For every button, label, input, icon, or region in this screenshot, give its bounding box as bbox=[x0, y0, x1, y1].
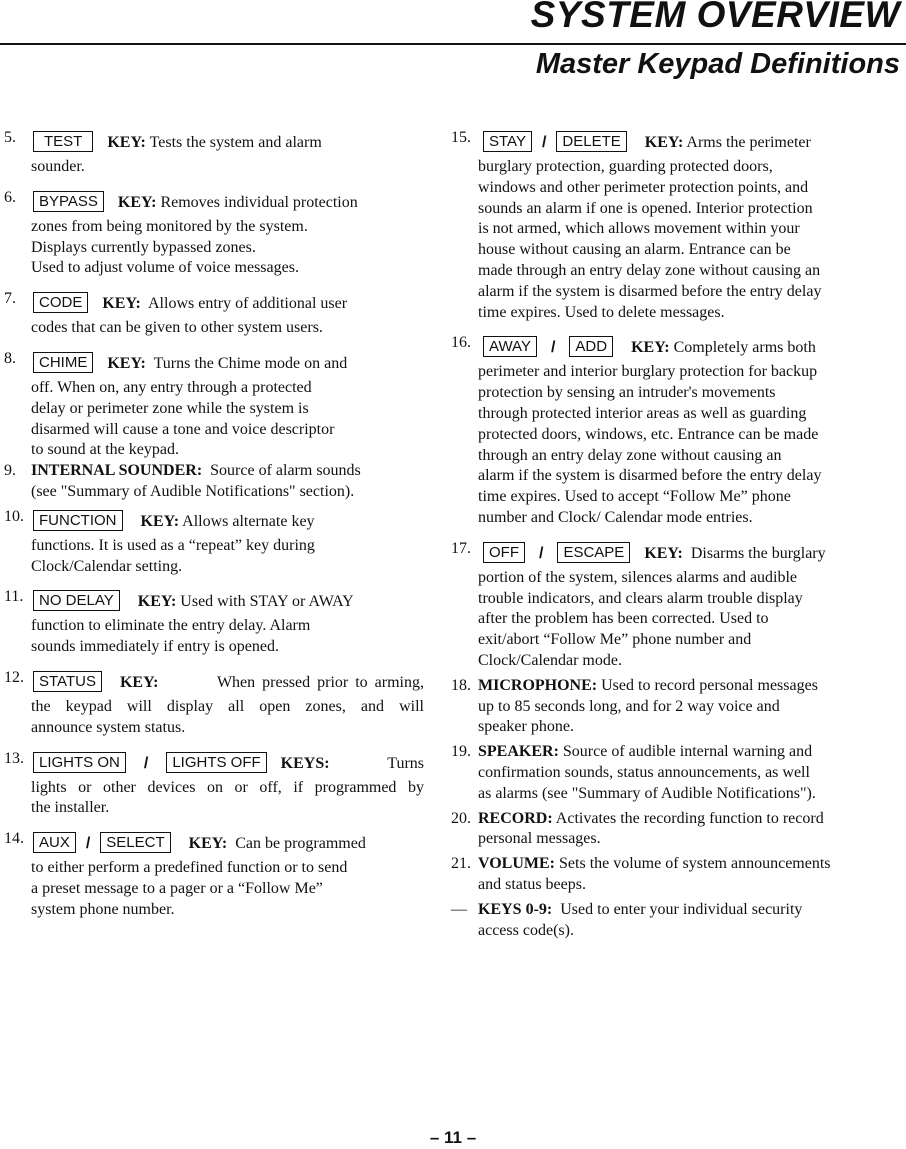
key-separator: / bbox=[539, 544, 544, 562]
item-lead: Allows entry of additional user bbox=[148, 295, 348, 313]
item-description-line: alarm if the system is disarmed before the entry delay bbox=[478, 282, 822, 300]
away-keycap: AWAY bbox=[483, 336, 537, 357]
item-term: RECORD: bbox=[478, 809, 553, 827]
off-keycap: OFF bbox=[483, 542, 525, 563]
key-label: KEY: bbox=[137, 593, 177, 611]
item-term: INTERNAL SOUNDER: bbox=[31, 462, 203, 480]
item-description-line: the installer. bbox=[31, 799, 110, 817]
item-lead: Sets the volume of system announcements bbox=[559, 855, 831, 873]
definition-item-record bbox=[451, 809, 903, 851]
item-lead: Source of audible internal warning and bbox=[562, 743, 813, 761]
item-description: sounder. bbox=[31, 158, 85, 175]
item-description-line: perimeter and interior burglary protection for backup bbox=[478, 363, 818, 381]
item-lead: Source of alarm sounds bbox=[210, 462, 361, 480]
item-description-line: function to eliminate the entry delay. Alarm bbox=[31, 617, 311, 635]
item-number: 9. bbox=[4, 462, 16, 480]
definition-item-test bbox=[4, 128, 424, 178]
key-label: KEY: bbox=[119, 673, 159, 691]
item-description-line: house without causing an alarm. Entrance can be bbox=[478, 241, 791, 259]
stay-keycap: STAY bbox=[483, 131, 532, 152]
item-description-line: alarm if the system is disarmed before the entry delay bbox=[478, 467, 822, 485]
code-keycap: CODE bbox=[33, 292, 88, 313]
function-keycap: FUNCTION bbox=[33, 510, 123, 531]
definition-item-bypass bbox=[4, 188, 424, 279]
definition-item-microphone bbox=[451, 676, 903, 738]
item-description-line: Clock/Calendar mode. bbox=[478, 651, 622, 669]
item-number: 12. bbox=[4, 668, 24, 686]
item-term: MICROPHONE: bbox=[478, 676, 598, 694]
item-lead: Tests the system and alarm bbox=[149, 134, 322, 151]
item-description: access code(s). bbox=[478, 921, 574, 939]
item-description-line: time expires. Used to accept “Follow Me” phone bbox=[478, 488, 791, 506]
key-separator: / bbox=[143, 754, 149, 772]
item-number: 14. bbox=[4, 830, 24, 848]
aux-keycap: AUX bbox=[33, 832, 76, 853]
item-description-line: to either perform a predefined function or to send bbox=[31, 859, 348, 877]
item-description-line: speaker phone. bbox=[478, 718, 574, 736]
lights-off-keycap: LIGHTS OFF bbox=[166, 752, 266, 773]
key-label: KEYS: bbox=[280, 754, 330, 772]
key-label: KEY: bbox=[102, 295, 141, 313]
item-description: and status beeps. bbox=[478, 875, 586, 893]
item-description-line: lights or other devices on or off, if programmed by bbox=[31, 778, 424, 796]
item-number: 20. bbox=[451, 809, 471, 827]
item-description: personal messages. bbox=[478, 830, 601, 848]
definition-item-chime bbox=[4, 349, 424, 461]
key-label: KEY: bbox=[644, 134, 684, 151]
item-description-line: as alarms (see "Summary of Audible Notifications"). bbox=[478, 784, 816, 802]
no-delay-keycap: NO DELAY bbox=[33, 590, 120, 611]
definition-item-off bbox=[451, 539, 903, 672]
item-number: 6. bbox=[4, 188, 16, 206]
item-description-line: Used to adjust volume of voice messages. bbox=[31, 259, 299, 277]
status-keycap: STATUS bbox=[33, 671, 102, 692]
definition-item-volume bbox=[451, 854, 903, 896]
item-lead: Removes individual protection bbox=[160, 193, 358, 211]
item-lead: Can be programmed bbox=[235, 835, 366, 853]
key-separator: / bbox=[541, 134, 547, 151]
item-description-line: protection by sensing an intruder's movements bbox=[478, 384, 776, 402]
page-subtitle: Master Keypad Definitions bbox=[535, 48, 900, 80]
item-description-line: sounds an alarm if one is opened. Interior protection bbox=[478, 199, 813, 217]
item-number: 7. bbox=[4, 290, 16, 308]
item-term: VOLUME: bbox=[478, 855, 556, 873]
item-description-line: a preset message to a pager or a “Follow Me” bbox=[31, 879, 323, 897]
item-lead: Used with STAY or AWAY bbox=[180, 593, 354, 611]
item-description-line: disarmed will cause a tone and voice descriptor bbox=[31, 420, 335, 438]
select-keycap: SELECT bbox=[100, 832, 170, 853]
item-description-line: portion of the system, silences alarms and audible bbox=[478, 568, 798, 586]
item-number: 11. bbox=[4, 588, 24, 606]
item-number: 15. bbox=[451, 129, 471, 146]
page-number: – 11 – bbox=[429, 1128, 477, 1147]
key-label: KEY: bbox=[107, 134, 146, 151]
delete-keycap: DELETE bbox=[556, 131, 626, 152]
key-label: KEY: bbox=[140, 512, 180, 530]
chime-keycap: CHIME bbox=[33, 352, 93, 373]
definition-item-speaker bbox=[451, 742, 903, 804]
definition-item-away bbox=[451, 333, 903, 528]
item-description-line: through an entry delay zone without causing an bbox=[478, 446, 782, 464]
item-description-line: time expires. Used to delete messages. bbox=[478, 303, 725, 321]
definition-item-aux bbox=[4, 829, 424, 920]
item-term: KEYS 0-9: bbox=[478, 900, 553, 918]
key-label: KEY: bbox=[631, 339, 670, 357]
key-label: KEY: bbox=[107, 354, 146, 372]
item-number: 16. bbox=[451, 334, 471, 352]
key-label: KEY: bbox=[188, 835, 228, 853]
item-lead: Allows alternate key bbox=[182, 512, 315, 530]
key-label: KEY: bbox=[644, 544, 683, 562]
bypass-keycap: BYPASS bbox=[33, 191, 104, 212]
right-column bbox=[451, 128, 903, 941]
item-description-line: functions. It is used as a “repeat” key during bbox=[31, 536, 315, 554]
item-lead: Turns the Chime mode on and bbox=[153, 354, 348, 372]
section-title: SYSTEM OVERVIEW bbox=[530, 0, 900, 35]
item-number: 19. bbox=[451, 743, 471, 761]
item-description-line: burglary protection, guarding protected doors, bbox=[478, 158, 773, 175]
item-lead: Used to enter your individual security bbox=[560, 900, 803, 918]
item-lead: Used to record personal messages bbox=[601, 676, 818, 694]
item-number: 5. bbox=[4, 129, 16, 146]
item-description-line: zones from being monitored by the system. bbox=[31, 217, 308, 235]
item-number: 18. bbox=[451, 676, 471, 694]
item-description-line: to sound at the keypad. bbox=[31, 441, 179, 459]
item-description-line: made through an entry delay zone without causing an bbox=[478, 261, 821, 279]
definition-item-code bbox=[4, 289, 424, 339]
item-description-line: delay or perimeter zone while the system is bbox=[31, 399, 309, 417]
item-lead: Turns bbox=[387, 754, 424, 772]
item-description: codes that can be given to other system users. bbox=[31, 319, 323, 337]
item-description-line: windows and other perimeter protection points, and bbox=[478, 178, 809, 196]
item-description-line: the keypad will display all open zones, and will bbox=[31, 697, 424, 715]
escape-keycap: ESCAPE bbox=[557, 542, 630, 563]
item-description-line: up to 85 seconds long, and for 2 way voice and bbox=[478, 697, 780, 715]
key-label: KEY: bbox=[117, 193, 157, 211]
item-description-line: confirmation sounds, status announcements, as well bbox=[478, 763, 810, 781]
definition-item-status bbox=[4, 668, 424, 739]
left-column bbox=[4, 128, 424, 921]
item-description-line: through protected interior areas as well as guarding bbox=[478, 404, 807, 422]
item-number: 21. bbox=[451, 855, 471, 873]
item-description-line: sounds immediately if entry is opened. bbox=[31, 638, 279, 656]
item-description-line: is not armed, which allows movement within your bbox=[478, 220, 800, 238]
item-number: 10. bbox=[4, 507, 24, 525]
item-description-line: Displays currently bypassed zones. bbox=[31, 238, 256, 256]
test-keycap: TEST bbox=[33, 131, 93, 152]
item-description: (see "Summary of Audible Notifications" section). bbox=[31, 482, 355, 500]
definition-item-internal-sounder bbox=[4, 461, 424, 503]
item-description-line: exit/abort “Follow Me” phone number and bbox=[478, 631, 752, 649]
item-lead: When pressed prior to arming, bbox=[216, 673, 424, 691]
item-description-line: trouble indicators, and clears alarm trouble display bbox=[478, 589, 803, 607]
item-number: 17. bbox=[451, 539, 471, 557]
item-description-line: system phone number. bbox=[31, 900, 175, 918]
header-divider bbox=[0, 43, 906, 45]
item-lead: Arms the perimeter bbox=[686, 134, 811, 151]
add-keycap: ADD bbox=[569, 336, 613, 357]
lights-on-keycap: LIGHTS ON bbox=[33, 752, 126, 773]
item-term: SPEAKER: bbox=[478, 743, 559, 761]
item-number: — bbox=[451, 900, 467, 918]
item-lead: Activates the recording function to record bbox=[555, 809, 824, 827]
item-number: 8. bbox=[4, 349, 16, 367]
item-lead: Disarms the burglary bbox=[690, 544, 826, 562]
definition-item-function bbox=[4, 507, 424, 578]
definition-item-no-delay bbox=[4, 587, 424, 658]
item-lead: Completely arms both bbox=[673, 339, 816, 357]
item-description-line: protected doors, windows, etc. Entrance can be made bbox=[478, 425, 819, 443]
item-description-line: announce system status. bbox=[31, 718, 186, 736]
item-description-line: after the problem has been corrected. Used to bbox=[478, 610, 769, 628]
key-separator: / bbox=[550, 339, 556, 357]
item-number: 13. bbox=[4, 749, 24, 767]
key-separator: / bbox=[85, 835, 91, 853]
definition-item-lights bbox=[4, 749, 424, 820]
item-description-line: number and Clock/ Calendar mode entries. bbox=[478, 508, 753, 526]
item-description-line: off. When on, any entry through a protected bbox=[31, 378, 312, 396]
definition-item-stay bbox=[451, 128, 903, 323]
item-description-line: Clock/Calendar setting. bbox=[31, 557, 183, 575]
definition-item-keys-0-9 bbox=[451, 900, 903, 942]
